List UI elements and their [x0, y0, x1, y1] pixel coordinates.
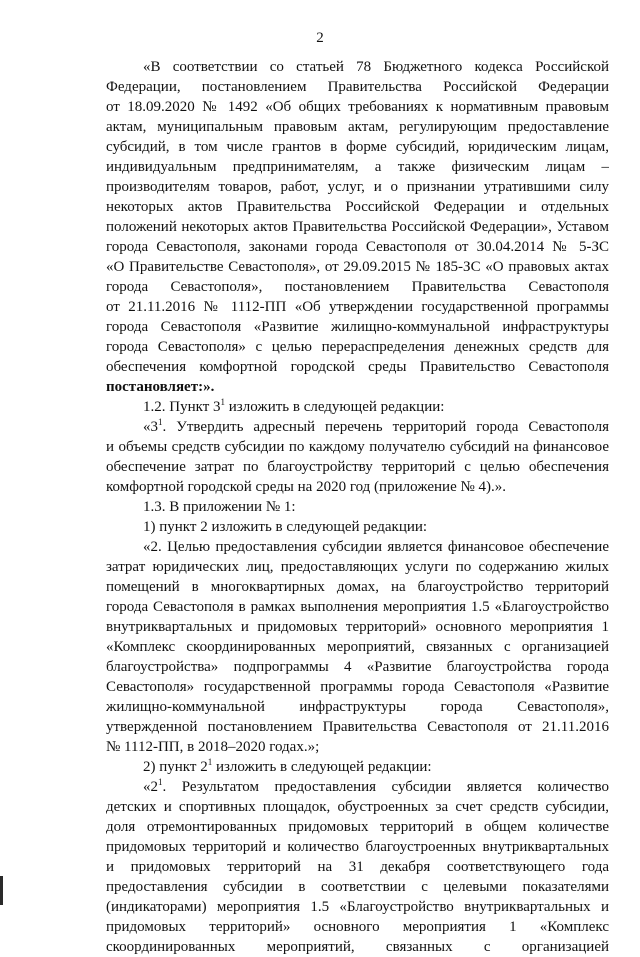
text-line-content: и придомовых территорий на 31 декабря соответствующего года: [106, 859, 609, 875]
text-line-content: 2) пункт 2: [143, 759, 208, 775]
text-line: [106, 157, 609, 177]
text-line-content: города Севастополя в рамках выполнения мероприятия 1.5 «Благоустройство: [106, 599, 609, 615]
text-line: [106, 597, 609, 617]
text-line: [106, 917, 609, 937]
text-line-content: детских и спортивных площадок, обустроенных за счет средств субсидии,: [106, 799, 609, 815]
text-line-content: скоординированных мероприятий, связанных с организацией: [106, 939, 609, 955]
text-line: [106, 937, 609, 957]
text-line-content: утвержденной постановлением Правительства Севастополя от 21.11.2016: [106, 719, 609, 735]
text-line: [106, 397, 609, 417]
text-line-content: 1.2. Пункт 3: [143, 399, 221, 415]
text-line: [106, 837, 609, 857]
text-line-content: от 21.11.2016 № 1112-ПП «Об утверждении государственной программы: [106, 299, 609, 315]
text-line-content: «2: [143, 779, 158, 795]
text-line-continuation: . Результатом предоставления субсидии является количество: [162, 779, 609, 795]
text-line: [106, 57, 609, 77]
text-line-content: «Комплекс скоординированных мероприятий, связанных с организацией: [106, 639, 609, 655]
text-line: [106, 337, 609, 357]
text-line-content: «В соответствии со статьей 78 Бюджетного кодекса Российской: [143, 59, 609, 75]
text-line-content: придомовых территорий» основного мероприятия 1 «Комплекс: [106, 919, 609, 935]
text-line: [106, 277, 609, 297]
text-line: [106, 137, 609, 157]
text-line-content: доля отремонтированных придомовых территорий в общем количестве: [106, 819, 609, 835]
text-line: [106, 317, 609, 337]
text-line: [106, 97, 609, 117]
text-line: [106, 237, 609, 257]
text-line-content: постановляет:».: [106, 379, 215, 395]
text-line: [106, 857, 609, 877]
text-line-content: № 1112-ПП, в 2018–2020 годах.»;: [106, 739, 320, 755]
text-line-content: 1) пункт 2 изложить в следующей редакции:: [143, 519, 428, 535]
text-line: [106, 717, 609, 737]
text-line: [106, 797, 609, 817]
text-line: [106, 197, 609, 217]
text-line: [106, 537, 609, 557]
text-line-content: придомовых территорий и количество благоустроенных внутриквартальных: [106, 839, 609, 855]
text-line-content: благоустройства» подпрограммы 4 «Развитие благоустройства города: [106, 659, 609, 675]
text-line-content: (индикаторами) мероприятия 1.5 «Благоустройство внутриквартальных и: [106, 899, 609, 915]
text-line: [106, 357, 609, 377]
text-line-content: помещений в многоквартирных домах, на благоустройство территорий: [106, 579, 609, 595]
text-line: [106, 217, 609, 237]
text-line: [106, 777, 609, 797]
text-line: [106, 477, 609, 497]
text-line: [106, 257, 609, 277]
text-line-content: города Севастополя», постановлением Правительства Севастополя: [106, 279, 609, 295]
text-line: [106, 757, 609, 777]
text-line-content: от 18.09.2020 № 1492 «Об общих требованиях к нормативным правовым: [106, 99, 609, 115]
text-line: [106, 737, 609, 757]
text-line: [106, 517, 609, 537]
text-line: [106, 117, 609, 137]
text-line-content: производителям товаров, работ, услуг, и о признании утратившими силу: [106, 179, 609, 195]
superscript-marker: 1: [158, 777, 163, 787]
text-line-content: внутриквартальных и придомовых территорий» основного мероприятия 1: [106, 619, 609, 635]
text-line-content: субсидий, в том числе грантов в форме субсидий, юридическим лицам,: [106, 139, 609, 155]
text-line-content: города Севастополя «Развитие жилищно-коммунальной инфраструктуры: [106, 319, 609, 335]
text-line: [106, 657, 609, 677]
text-line: [106, 177, 609, 197]
page-number: 2: [316, 30, 324, 46]
text-line: [106, 617, 609, 637]
text-line-content: актам, муниципальным правовым актам, регулирующим предоставление: [106, 119, 609, 135]
text-line-content: «2. Целью предоставления субсидии является финансовое обеспечение: [143, 539, 609, 555]
text-line-content: города Севастополя» с целью перераспределения денежных средств для: [106, 339, 609, 355]
superscript-marker: 1: [158, 417, 163, 427]
text-line-content: и объемы средств субсидии по каждому получателю субсидий на финансовое: [106, 439, 609, 455]
text-line-content: индивидуальным предпринимателям, а также физическим лицам –: [106, 159, 609, 175]
text-line-content: положений некоторых актов Правительства Российской Федерации», Уставом: [106, 219, 609, 235]
text-line: [106, 437, 609, 457]
text-line: [106, 877, 609, 897]
text-line-continuation: . Утвердить адресный перечень территорий города Севастополя: [162, 419, 609, 435]
text-line: [106, 817, 609, 837]
text-line: [106, 417, 609, 437]
scan-edge-mark: [0, 876, 3, 905]
text-line-content: обеспечения комфортной городской среды Правительство Севастополя: [106, 359, 609, 375]
text-line-continuation: изложить в следующей редакции:: [225, 399, 445, 415]
text-line: [106, 297, 609, 317]
text-line-content: некоторых актов Правительства Российской Федерации и отдельных: [106, 199, 609, 215]
text-line: [106, 377, 609, 397]
superscript-marker: 1: [207, 757, 213, 767]
text-line-content: «3: [143, 419, 158, 435]
text-line: [106, 577, 609, 597]
text-line: [106, 77, 609, 97]
text-line-content: предоставления субсидии в соответствии с целевыми показателями: [106, 879, 609, 895]
document-body: [106, 57, 609, 957]
text-line: [106, 677, 609, 697]
text-line-content: 1.3. В приложении № 1:: [143, 499, 296, 515]
text-line-content: комфортной городской среды на 2020 год (приложение № 4).».: [106, 479, 507, 495]
text-line: [106, 637, 609, 657]
text-line-content: Севастополя» государственной программы города Севастополя «Развитие: [106, 679, 609, 695]
text-line-content: обеспечение затрат по благоустройству территорий с целью обеспечения: [106, 459, 609, 475]
text-line-content: жилищно-коммунальной инфраструктуры города Севастополя»,: [106, 699, 609, 715]
text-line: [106, 497, 609, 517]
text-line: [106, 697, 609, 717]
text-line: [106, 557, 609, 577]
text-line-content: Федерации, постановлением Правительства Российской Федерации: [106, 79, 609, 95]
text-line: [106, 897, 609, 917]
superscript-marker: 1: [220, 397, 226, 407]
text-line: [106, 457, 609, 477]
text-line-content: города Севастополя, законами города Севастополя от 30.04.2014 № 5-ЗС: [106, 239, 609, 255]
text-line-content: «О Правительстве Севастополя», от 29.09.2015 № 185-ЗС «О правовых актах: [106, 259, 609, 275]
text-line-content: затрат юридических лиц, предоставляющих услуги по содержанию жилых: [106, 559, 609, 575]
text-line-continuation: изложить в следующей редакции:: [212, 759, 432, 775]
